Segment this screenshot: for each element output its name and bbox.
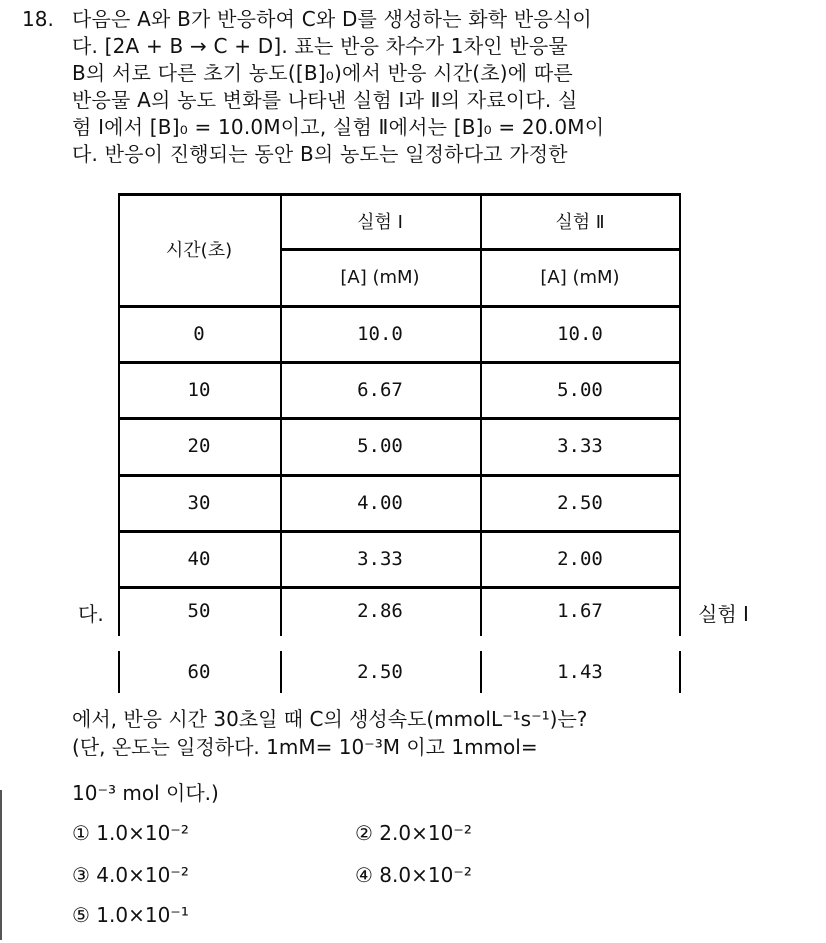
cell-exp2: 5.00 [557, 379, 603, 401]
subheader-exp2: [A] (mM) [540, 266, 620, 288]
cell-time: 60 [187, 661, 211, 683]
stem-line: 다. [2A + B → C + D]. 표는 반응 차수가 1차인 반응물 [72, 34, 568, 58]
option-3[interactable] [72, 860, 189, 890]
cell-exp1: 2.50 [357, 661, 403, 683]
stem-line: B의 서로 다른 초기 농도([B]₀)에서 반응 시간(초)에 따른 [72, 61, 573, 85]
stem-tail-line: 10⁻³ mol 이다.) [72, 781, 219, 805]
cell-exp2: 1.67 [557, 600, 603, 622]
option-5[interactable] [72, 900, 189, 930]
option-value: 1.0×10⁻¹ [96, 903, 189, 927]
question-number: 18. [22, 7, 54, 31]
cell-exp2: 2.00 [557, 548, 603, 570]
stem-line: 반응물 A의 농도 변화를 나타낸 실험 Ⅰ과 Ⅱ의 자료이다. 실 [72, 88, 578, 112]
stem-tail-line: 에서, 반응 시간 30초일 때 C의 생성속도(mmolL⁻¹s⁻¹)는? [72, 707, 588, 731]
cell-exp1: 10.0 [357, 323, 403, 345]
cell-exp2: 2.50 [557, 492, 603, 514]
option-value: 1.0×10⁻² [96, 821, 189, 845]
option-marker: ② [355, 821, 373, 845]
subheader-exp1: [A] (mM) [340, 266, 420, 288]
option-marker: ③ [72, 863, 90, 887]
cell-exp1: 5.00 [357, 435, 403, 457]
option-2[interactable] [355, 818, 472, 848]
cell-exp1: 2.86 [357, 600, 403, 622]
option-marker: ① [72, 821, 90, 845]
cell-time: 10 [187, 379, 211, 401]
cell-exp2: 3.33 [557, 435, 603, 457]
option-marker: ④ [355, 863, 373, 887]
header-exp2: 실험 Ⅱ [555, 211, 605, 233]
option-value: 8.0×10⁻² [379, 863, 472, 887]
option-1[interactable] [72, 818, 189, 848]
cell-exp1: 4.00 [357, 492, 403, 514]
stem-line: 다음은 A와 B가 반응하여 C와 D를 생성하는 화학 반응식이 [72, 7, 592, 31]
question-stem [72, 6, 604, 168]
cell-time: 30 [187, 492, 211, 514]
header-exp1: 실험 Ⅰ [357, 211, 403, 233]
column-divider-rule [0, 790, 2, 940]
stem-wrap-fragment: 실험 Ⅰ [698, 602, 749, 626]
cell-time: 50 [187, 600, 211, 622]
cell-time: 40 [187, 548, 211, 570]
option-value: 4.0×10⁻² [96, 863, 189, 887]
cell-exp2: 1.43 [557, 661, 603, 683]
stem-line: 다. 반응이 진행되는 동안 B의 농도는 일정하다고 가정한 [72, 142, 568, 166]
stem-wrap-fragment: 다. [78, 602, 104, 626]
cell-time: 0 [193, 323, 205, 345]
cell-exp1: 6.67 [357, 379, 403, 401]
cell-exp1: 3.33 [357, 548, 403, 570]
header-time: 시간(초) [165, 240, 233, 261]
stem-tail-line: (단, 온도는 일정하다. 1mM= 10⁻³M 이고 1mmol= [72, 735, 538, 759]
cell-time: 20 [187, 435, 211, 457]
stem-line: 험 Ⅰ에서 [B]₀ = 10.0M이고, 실험 Ⅱ에서는 [B]₀ = 20.0M이 [72, 115, 605, 139]
cell-exp2: 10.0 [557, 323, 603, 345]
option-value: 2.0×10⁻² [379, 821, 472, 845]
option-4[interactable] [355, 860, 472, 890]
option-marker: ⑤ [72, 903, 90, 927]
